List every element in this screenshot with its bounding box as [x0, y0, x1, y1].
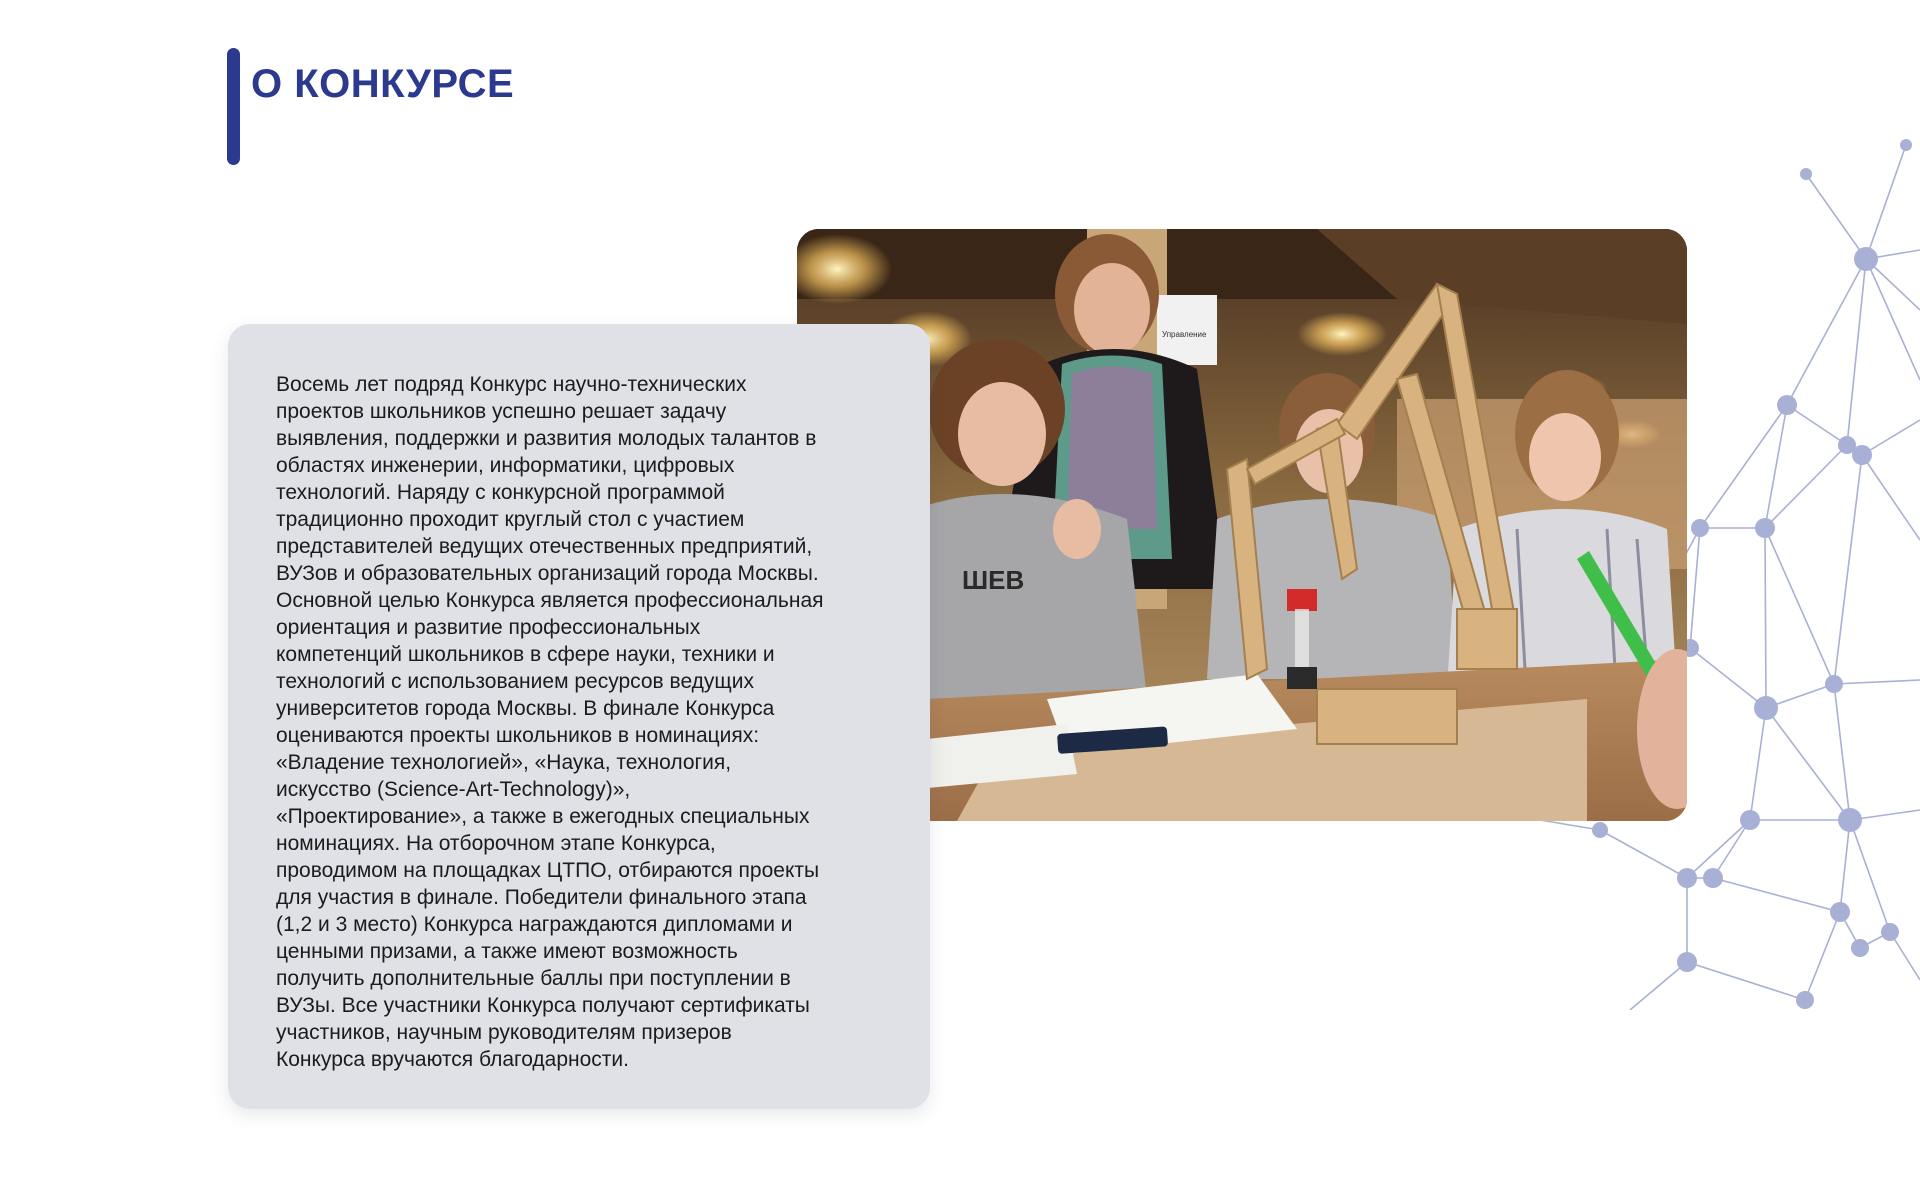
page-title: О КОНКУРСЕ — [251, 62, 515, 106]
svg-text:ШЕВ: ШЕВ — [962, 565, 1025, 595]
description-text: Восемь лет подряд Конкурс научно-технических проектов школьников успешно решает задачу выявления, поддержки и развития молодых талантов в областях инженерии, информатики, цифровых технологий. Наряду с конкурсной программой традиционно проходит круглый стол с участием представителей ведущих отечественных предприятий, ВУЗов и образовательных организаций города Москвы. Основной целью Конкурса является профессиональная ориентация и развитие профессиональных компетенций школьников в сфере науки, техники и технологий с использованием ресурсов ведущих университетов города Москвы. В финале Конкурса оцениваются проекты школьников в номинациях: «Владение технологией», «Наука, технология, искусство (Science-Art-Technology)», «Проектирование», а также в ежегодных специальных номинациях. На отборочном этапе Конкурса, проводимом на площадках ЦТПО, отбираются проекты для участия в финале. Победители финального этапа (1,2 и 3 место) Конкурса награждаются дипломами и ценными призами, а также имеют возможность получить дополнительные баллы при поступлении в ВУЗы. Все участники Конкурса получают сертификаты участников, научным руководителям призеров Конкурса вручаются благодарности. — [276, 373, 824, 1071]
description-card — [228, 324, 930, 1109]
event-photo — [797, 229, 1687, 821]
title-accent-bar — [227, 48, 240, 165]
sign-text: Управление — [1162, 330, 1207, 339]
